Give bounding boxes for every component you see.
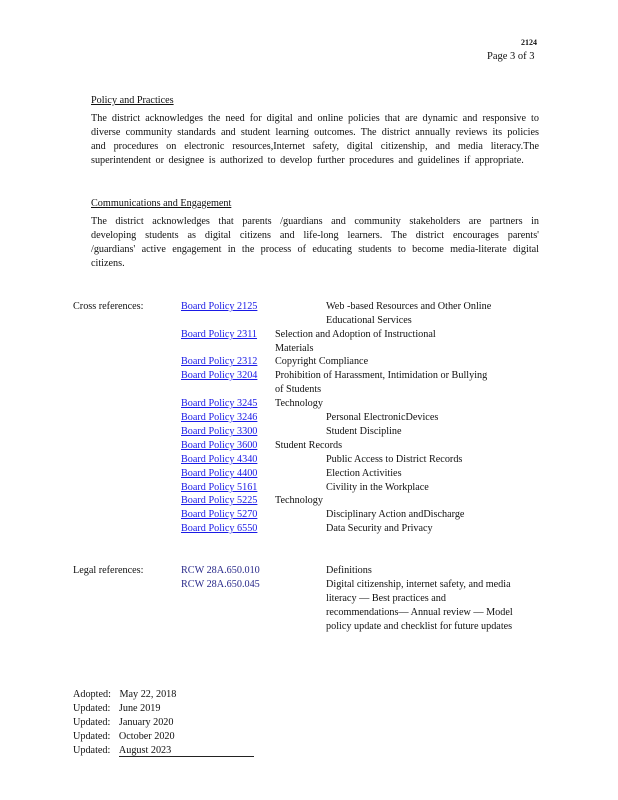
cross-ref-desc: Prohibition of Harassment, Intimidation or Bullying of Students	[275, 370, 488, 395]
policy-paragraph: The district acknowledges the need for digital and online policies that are dynamic and responsive to diverse community standards and student learning outcomes. The district annually reviews its policies and procedures on electronic resources,Internet safety, digital citizenship, and media literacy.The superintendent or designee is authorized to develop further procedures and guidelines if appropriate.	[91, 113, 539, 166]
cross-ref-desc: Public Access to District Records	[326, 454, 463, 465]
cross-ref-link[interactable]: Board Policy 4400	[181, 468, 258, 479]
section-heading-policy: Policy and Practices	[91, 95, 174, 106]
cross-ref-link[interactable]: Board Policy 5225	[181, 495, 258, 506]
cross-ref-link[interactable]: Board Policy 3204	[181, 370, 258, 381]
history-date: May 22, 2018	[119, 689, 177, 700]
cross-ref-link[interactable]: Board Policy 4340	[181, 454, 258, 465]
cross-ref-desc: Copyright Compliance	[275, 356, 369, 367]
cross-ref-link[interactable]: Board Policy 3300	[181, 426, 258, 437]
history-label: Updated:	[73, 745, 111, 756]
history-date: January 2020	[118, 717, 174, 728]
cross-ref-desc: Election Activities	[326, 468, 402, 479]
history-label: Adopted:	[73, 689, 111, 700]
communications-paragraph: The district acknowledges that parents /guardians and community stakeholders are partners in developing students as digital citizens and life-long learners. The district encourages parents' /guardians' active engagement in the process of educating students to become media-literate digital citizens.	[91, 216, 539, 269]
legal-references-label: Legal references:	[73, 565, 144, 576]
history-entry	[73, 702, 161, 716]
history-date: June 2019	[118, 703, 161, 714]
cross-ref-link[interactable]: Board Policy 5161	[181, 482, 258, 493]
cross-ref-desc: Web -based Resources and Other Online Educational Services	[326, 301, 492, 326]
cross-ref-link[interactable]: Board Policy 5270	[181, 509, 258, 520]
history-date: August 2023	[118, 745, 172, 756]
cross-ref-desc: Civility in the Workplace	[326, 482, 429, 493]
cross-ref-link[interactable]: Board Policy 2312	[181, 356, 258, 367]
signature-rule	[119, 756, 254, 757]
cross-ref-link[interactable]: Board Policy 2125	[181, 301, 258, 312]
cross-ref-link[interactable]: Board Policy 6550	[181, 523, 258, 534]
cross-ref-desc: Student Records	[275, 440, 343, 451]
cross-ref-link[interactable]: Board Policy 2311	[181, 329, 258, 340]
cross-ref-desc: Selection and Adoption of Instructional Materials	[275, 329, 436, 354]
legal-ref-code: RCW 28A.650.010	[181, 565, 260, 576]
history-date: October 2020	[118, 731, 175, 742]
cross-ref-desc: Personal ElectronicDevices	[326, 412, 439, 423]
cross-ref-desc: Student Discipline	[326, 426, 402, 437]
cross-ref-desc: Disciplinary Action andDischarge	[326, 509, 465, 520]
history-entry	[73, 688, 176, 702]
cross-ref-desc: Data Security and Privacy	[326, 523, 433, 534]
history-entry	[73, 716, 174, 730]
history-entry	[73, 730, 175, 744]
section-heading-communications: Communications and Engagement	[91, 198, 232, 209]
history-label: Updated:	[73, 717, 111, 728]
legal-ref-desc: Digital citizenship, internet safety, and media literacy — Best practices and recommendations— Annual review — Model policy update and checklist for future updates	[326, 579, 513, 632]
document-number: 2124	[521, 38, 537, 47]
cross-ref-link[interactable]: Board Policy 3600	[181, 440, 258, 451]
cross-ref-desc: Technology	[275, 398, 323, 409]
cross-ref-link[interactable]: Board Policy 3245	[181, 398, 258, 409]
history-label: Updated:	[73, 731, 111, 742]
history-label: Updated:	[73, 703, 111, 714]
cross-ref-link[interactable]: Board Policy 3246	[181, 412, 258, 423]
legal-ref-code: RCW 28A.650.045	[181, 579, 260, 590]
legal-ref-desc: Definitions	[326, 565, 372, 576]
page-number: Page 3 of 3	[487, 51, 535, 62]
cross-references-label: Cross references:	[73, 301, 144, 312]
cross-ref-desc: Technology	[275, 495, 323, 506]
